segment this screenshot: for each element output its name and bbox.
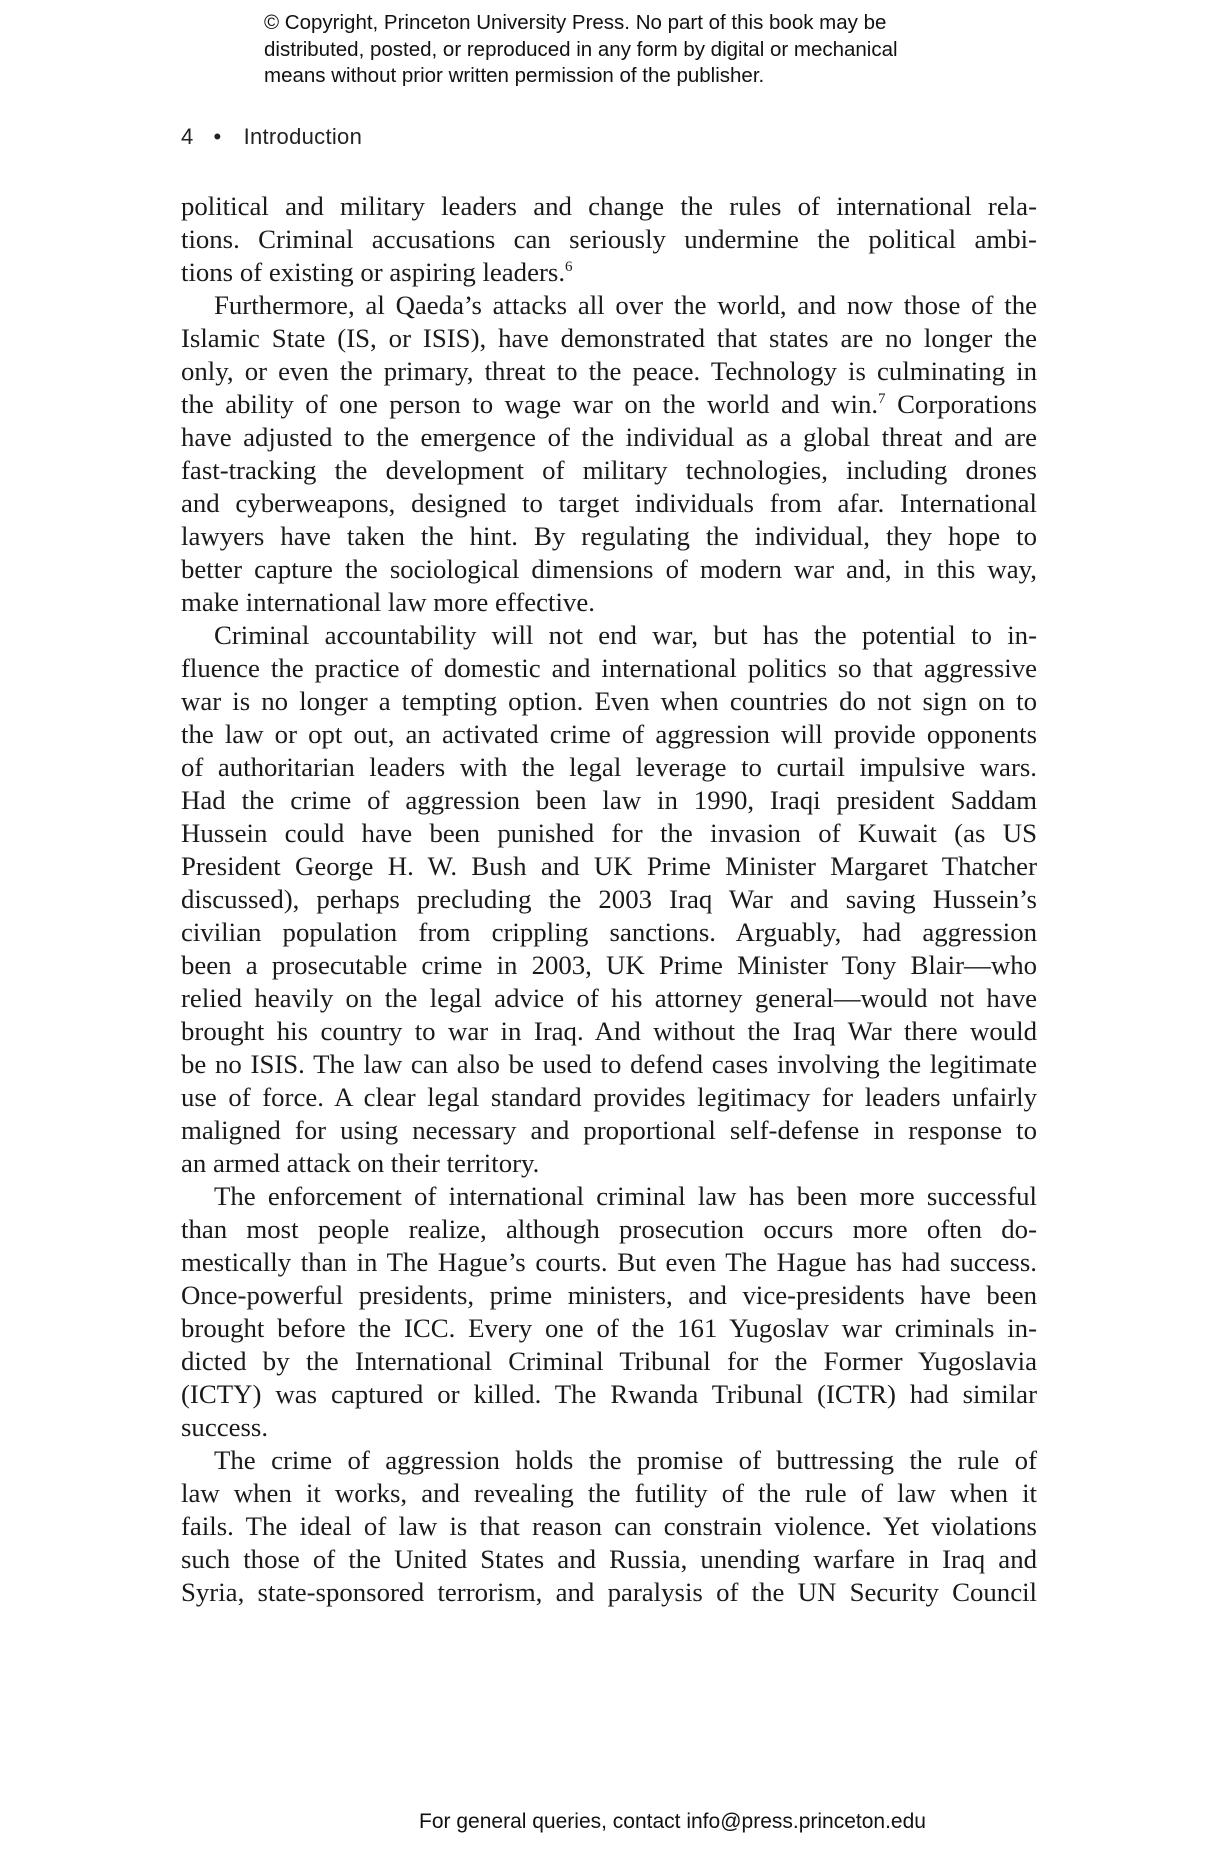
text-line: fails. The ideal of law is that reason can constrain violence. Yet violations (181, 1511, 1037, 1541)
text-line: than most people realize, although prosecution occurs more often do- (181, 1214, 1037, 1244)
text-line: the law or opt out, an activated crime of aggression will provide opponents (181, 719, 1037, 749)
text-line: dicted by the International Criminal Tribunal for the Former Yugoslavia (181, 1346, 1037, 1376)
text-line: and cyberweapons, designed to target individuals from afar. International (181, 488, 1037, 518)
footnote-ref-6: 6 (565, 259, 573, 276)
text-line: lawyers have taken the hint. By regulating the individual, they hope to (181, 521, 1037, 551)
body-text (181, 190, 1037, 1609)
copyright-line: distributed, posted, or reproduced in any form by digital or mechanical (264, 37, 898, 61)
text-line: (ICTY) was captured or killed. The Rwanda Tribunal (ICTR) had similar (181, 1379, 1037, 1409)
text-line-content: Corporations (885, 389, 1037, 419)
running-head (181, 124, 362, 150)
text-line: The enforcement of international criminal law has been more successful (214, 1181, 1037, 1211)
text-line: Hussein could have been punished for the invasion of Kuwait (as US (181, 818, 1037, 848)
text-line: have adjusted to the emergence of the individual as a global threat and are (181, 422, 1037, 452)
text-line: Furthermore, al Qaeda’s attacks all over the world, and now those of the (214, 290, 1037, 320)
text-line: Islamic State (IS, or ISIS), have demonstrated that states are no longer the (181, 323, 1037, 353)
text-line: tions. Criminal accusations can seriously undermine the political ambi- (181, 224, 1037, 254)
text-line: President George H. W. Bush and UK Prime Minister Margaret Thatcher (181, 851, 1037, 881)
text-line: only, or even the primary, threat to the peace. Technology is culminating in (181, 356, 1037, 386)
text-line: be no ISIS. The law can also be used to defend cases involving the legitimate (181, 1049, 1037, 1079)
text-line: success. (181, 1412, 269, 1442)
text-line: The crime of aggression holds the promise of buttressing the rule of (214, 1445, 1037, 1475)
page-number: 4 (181, 124, 194, 149)
text-line: use of force. A clear legal standard provides legitimacy for leaders unfairly (181, 1082, 1037, 1112)
paragraph-5 (181, 1444, 1037, 1609)
bullet-separator: • (213, 124, 222, 149)
text-line: relied heavily on the legal advice of his attorney general—would not have (181, 983, 1037, 1013)
text-line: Syria, state-sponsored terrorism, and paralysis of the UN Security Council (181, 1577, 1037, 1607)
text-line: fluence the practice of domestic and international politics so that aggressive (181, 653, 1037, 683)
text-line: brought his country to war in Iraq. And without the Iraq War there would (181, 1016, 1037, 1046)
text-line (181, 388, 1037, 421)
text-line: discussed), perhaps precluding the 2003 Iraq War and saving Hussein’s (181, 884, 1037, 914)
text-line: law when it works, and revealing the futility of the rule of law when it (181, 1478, 1037, 1508)
text-line: mestically than in The Hague’s courts. But even The Hague has had success. (181, 1247, 1037, 1277)
text-line: fast-tracking the development of military technologies, including drones (181, 455, 1037, 485)
section-title: Introduction (243, 124, 363, 149)
text-line: civilian population from crippling sanctions. Arguably, had aggression (181, 917, 1037, 947)
paragraph-2 (181, 289, 1037, 619)
text-line (181, 256, 1037, 289)
footnote-ref-7: 7 (878, 391, 886, 408)
text-line: brought before the ICC. Every one of the 161 Yugoslav war criminals in- (181, 1313, 1037, 1343)
footer-contact: For general queries, contact info@press.princeton.edu (419, 1810, 926, 1833)
copyright-notice (264, 10, 1024, 90)
text-line: Once-powerful presidents, prime ministers, and vice-presidents have been (181, 1280, 1037, 1310)
paragraph-1 (181, 190, 1037, 289)
text-line: been a prosecutable crime in 2003, UK Prime Minister Tony Blair—who (181, 950, 1037, 980)
text-line: political and military leaders and change the rules of international rela- (181, 191, 1037, 221)
text-line: Had the crime of aggression been law in 1990, Iraqi president Saddam (181, 785, 1037, 815)
text-line: of authoritarian leaders with the legal leverage to curtail impulsive wars. (181, 752, 1037, 782)
text-line: war is no longer a tempting option. Even when countries do not sign on to (181, 686, 1037, 716)
text-line: make international law more effective. (181, 587, 595, 617)
text-line: Criminal accountability will not end war, but has the potential to in- (214, 620, 1037, 650)
text-line: such those of the United States and Russia, unending warfare in Iraq and (181, 1544, 1037, 1574)
text-line-content: the ability of one person to wage war on the world and win. (181, 389, 879, 419)
text-line: maligned for using necessary and proportional self-defense in response to (181, 1115, 1037, 1145)
copyright-line: © Copyright, Princeton University Press. No part of this book may be (264, 11, 887, 34)
text-line-content: tions of existing or aspiring leaders. (181, 257, 566, 287)
text-line: better capture the sociological dimensions of modern war and, in this way, (181, 554, 1037, 584)
copyright-line: means without prior written permission of the publisher. (264, 64, 765, 87)
text-line: an armed attack on their territory. (181, 1148, 540, 1178)
paragraph-4 (181, 1180, 1037, 1444)
paragraph-3 (181, 619, 1037, 1180)
